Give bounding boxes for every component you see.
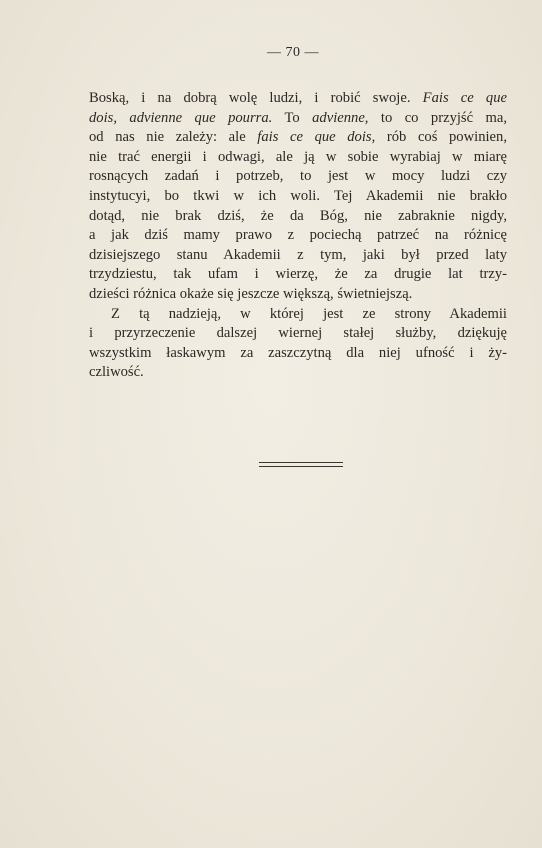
text-line: a jak dziś mamy prawo z pociechą patrzeć na różnicę (89, 227, 507, 244)
text-line: dzieści różnica okaże się jeszcze większą, świetniejszą. (89, 285, 413, 302)
closing-rule-bottom (259, 466, 343, 467)
closing-rule-top (259, 462, 343, 463)
text-line: rosnących zadań i potrzeb, to jest w mocy ludzi czy (89, 168, 507, 185)
text-line: i przyrzeczenie dalszej wiernej stałej służby, dziękuję (89, 325, 507, 342)
text-line: czliwość. (89, 364, 144, 381)
text-line: nie trać energii i odwagi, ale ją w sobie wyrabiaj w miarę (89, 148, 507, 165)
text-line: dzisiejszego stanu Akademii z tym, jaki był przed laty (89, 246, 507, 263)
text-line: dotąd, nie brak dziś, że da Bóg, nie zabraknie nigdy, (89, 207, 507, 224)
body-text (89, 89, 507, 383)
text-line: dois, advienne que pourra. To advienne, to co przyjść ma, (89, 109, 508, 126)
text-line: Z tą nadzieją, w której jest ze strony Akademii (111, 305, 507, 322)
text-line: Boską, i na dobrą wolę ludzi, i robić swoje. Fais ce que (89, 90, 507, 106)
text-line: trzydziestu, tak ufam i wierzę, że za drugie lat trzy- (89, 266, 507, 283)
text-line: instytucyi, bo tkwi w ich woli. Tej Akademii nie brakło (89, 187, 507, 204)
page-number: — 70 — (267, 45, 319, 60)
text-line: wszystkim łaskawym za zaszczytną dla niej ufność i ży- (89, 344, 507, 361)
text-line: od nas nie zależy: ale fais ce que dois, rób coś powinien, (89, 129, 507, 146)
